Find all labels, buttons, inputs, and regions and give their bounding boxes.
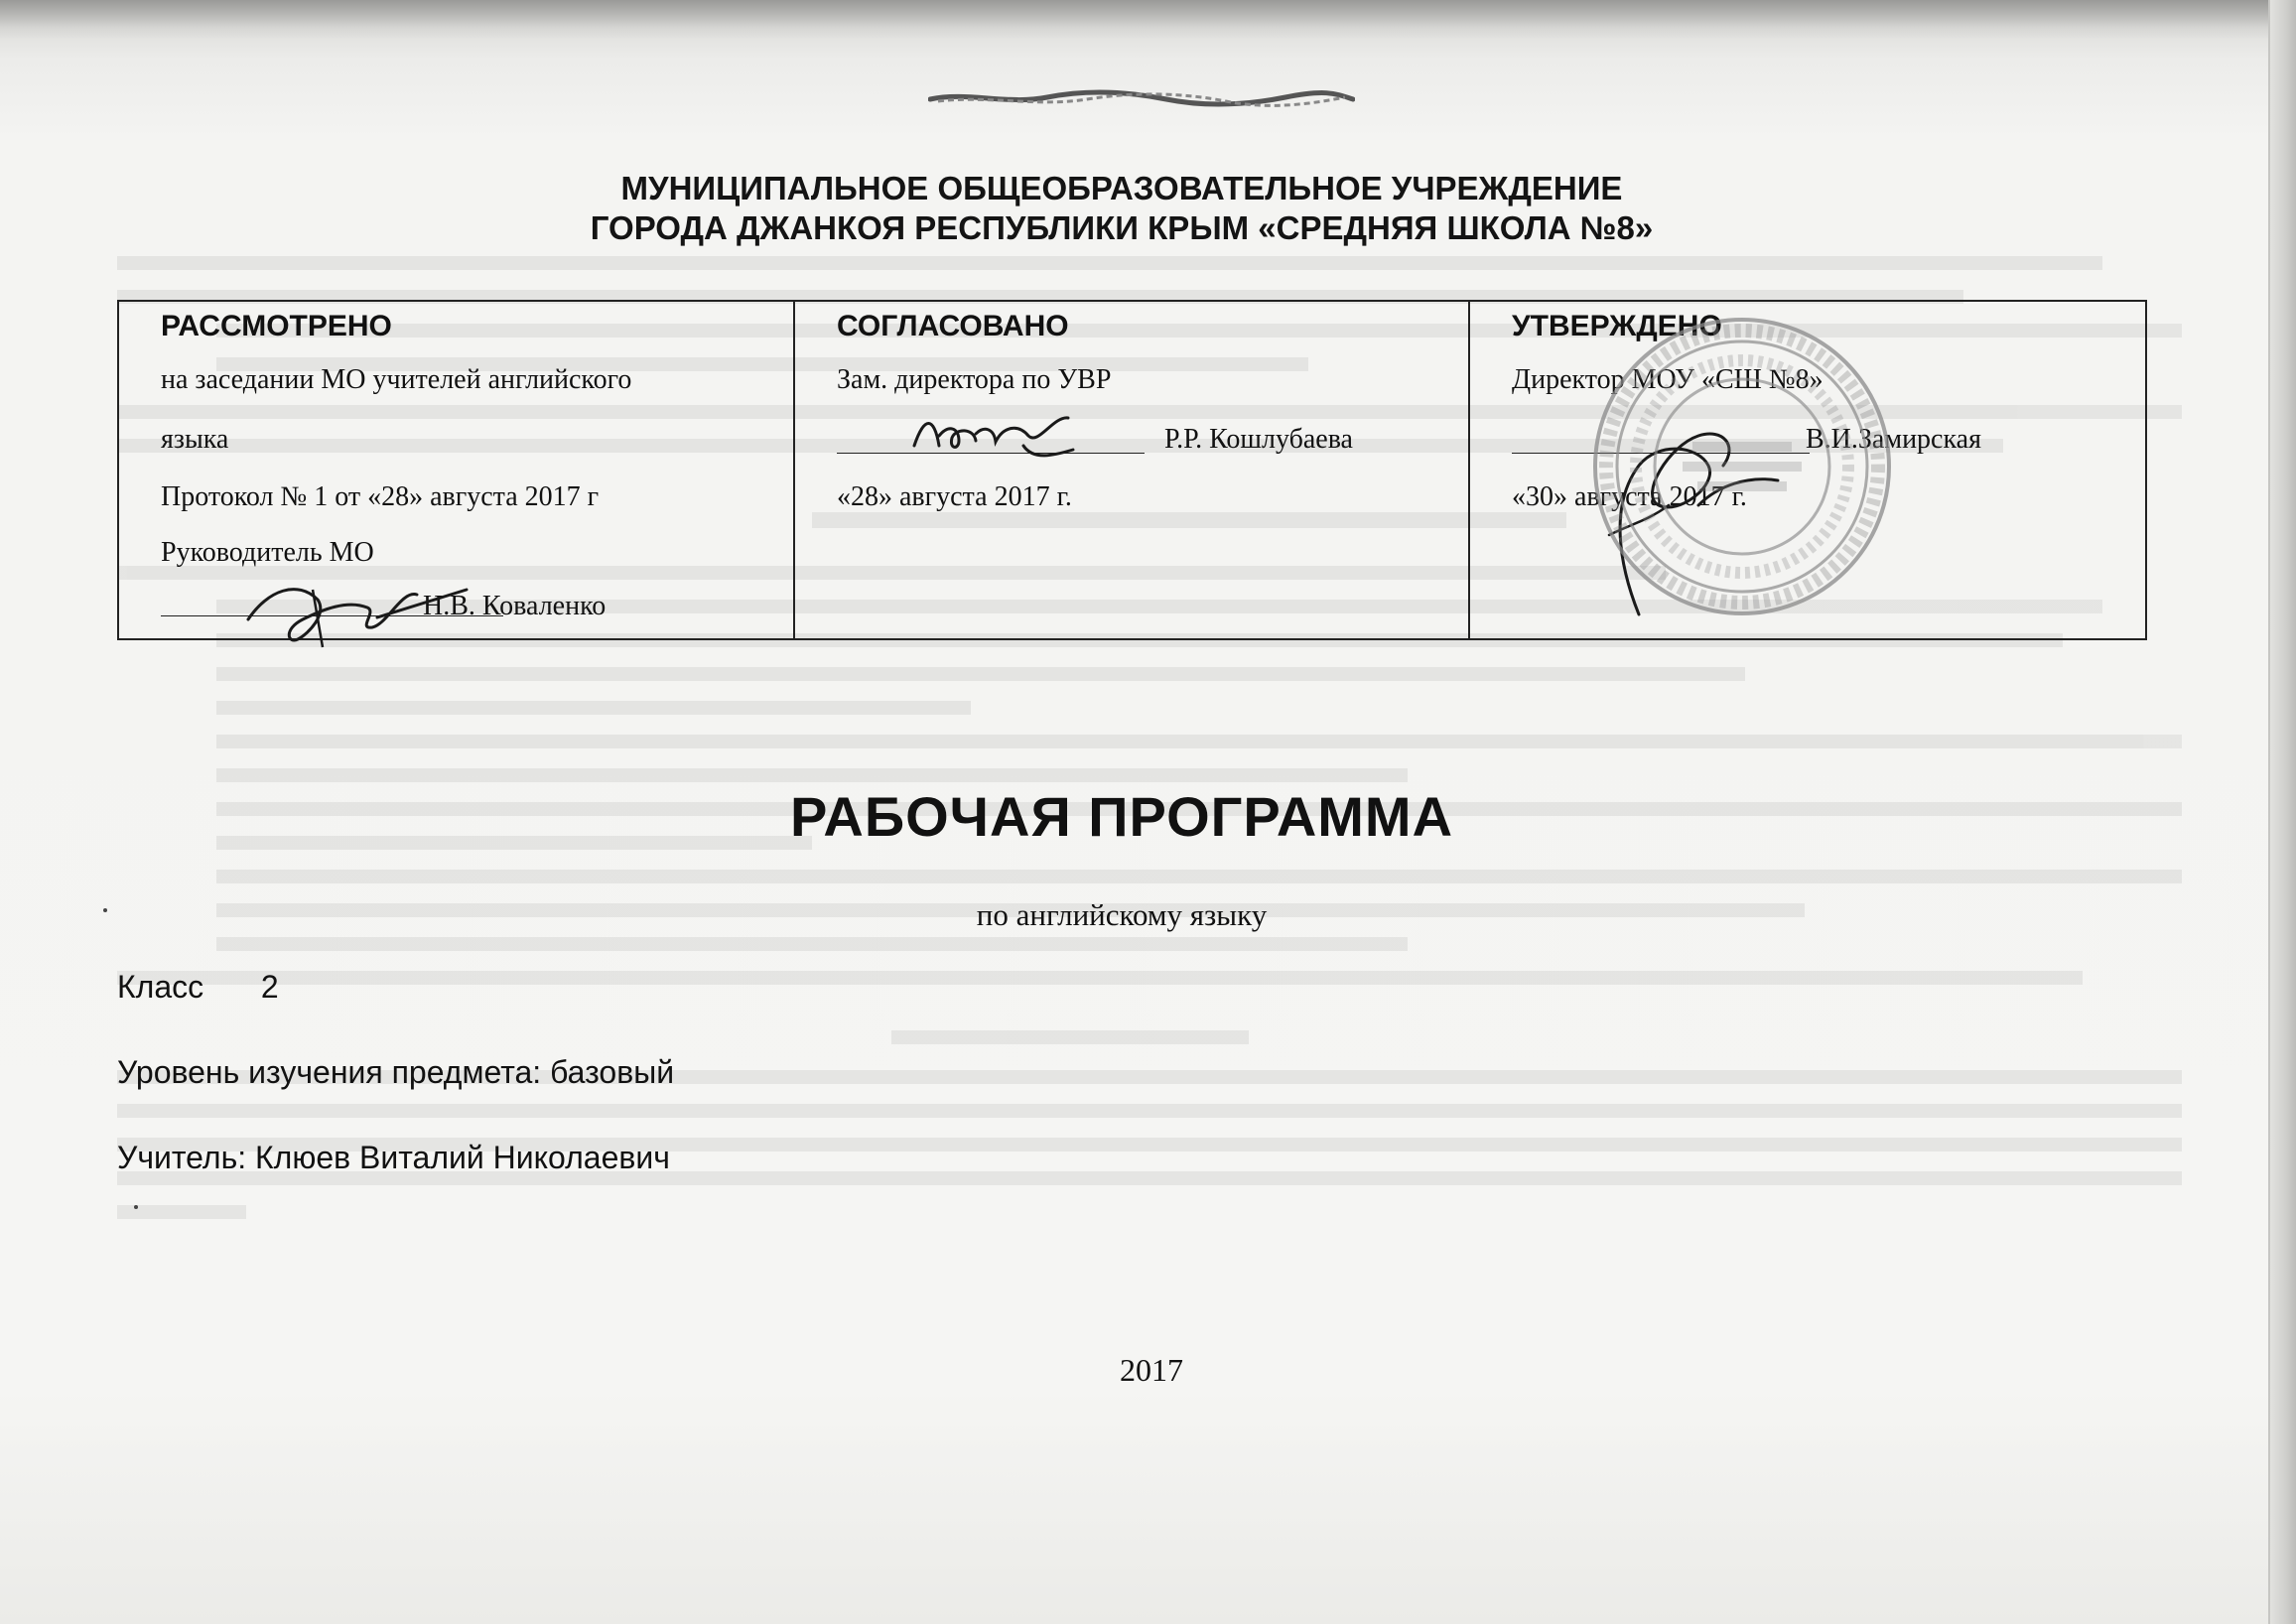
class-field — [117, 969, 279, 1006]
signature-icon — [228, 570, 476, 649]
reviewed-line-2: языка — [161, 424, 229, 455]
page-edge — [2268, 0, 2296, 1624]
stamp-icon — [1588, 313, 1896, 620]
agreed-date: «28» августа 2017 г. — [837, 481, 1072, 512]
class-label: Класс — [117, 969, 204, 1005]
header-line-1: МУНИЦИПАЛЬНОЕ ОБЩЕОБРАЗОВАТЕЛЬНОЕ УЧРЕЖДЕНИЕ — [620, 170, 1623, 206]
document-year: 2017 — [1120, 1352, 1183, 1388]
class-value: 2 — [260, 969, 279, 1005]
school-header — [298, 169, 1946, 248]
signature-icon — [904, 406, 1093, 466]
agreed-column — [795, 302, 1470, 638]
teacher-field: Учитель: Клюев Виталий Николаевич — [117, 1140, 670, 1175]
reviewed-name: Н.В. Коваленко — [423, 591, 607, 621]
reviewed-role: Руководитель МО — [161, 537, 374, 568]
agreed-role: Зам. директора по УВР — [837, 364, 1112, 395]
scan-speck — [103, 908, 107, 912]
approved-title: УТВЕРЖДЕНО — [1512, 310, 1722, 342]
binding-thread-icon — [928, 87, 1355, 109]
level-field: Уровень изучения предмета: базовый — [117, 1054, 675, 1090]
reviewed-protocol: Протокол № 1 от «28» августа 2017 г — [161, 481, 600, 512]
document-subject: по английскому языку — [976, 897, 1268, 932]
approved-date: «30» августа 2017 г. — [1512, 481, 1747, 512]
approved-role: Директор МОУ «СШ №8» — [1512, 364, 1823, 395]
reviewed-line-1: на заседании МО учителей английского — [161, 364, 632, 395]
scan-speck — [134, 1205, 138, 1209]
top-shadow — [0, 0, 2296, 40]
approved-name: В.И.Замирская — [1806, 424, 1981, 455]
agreed-title: СОГЛАСОВАНО — [837, 310, 1069, 342]
reviewed-title: РАССМОТРЕНО — [161, 310, 392, 342]
reviewed-column — [119, 302, 795, 638]
agreed-name: Р.Р. Кошлубаева — [1164, 424, 1353, 455]
document-title: РАБОЧАЯ ПРОГРАММА — [789, 785, 1454, 848]
header-line-2: ГОРОДА ДЖАНКОЯ РЕСПУБЛИКИ КРЫМ «СРЕДНЯЯ ШКОЛА №8» — [590, 209, 1654, 246]
